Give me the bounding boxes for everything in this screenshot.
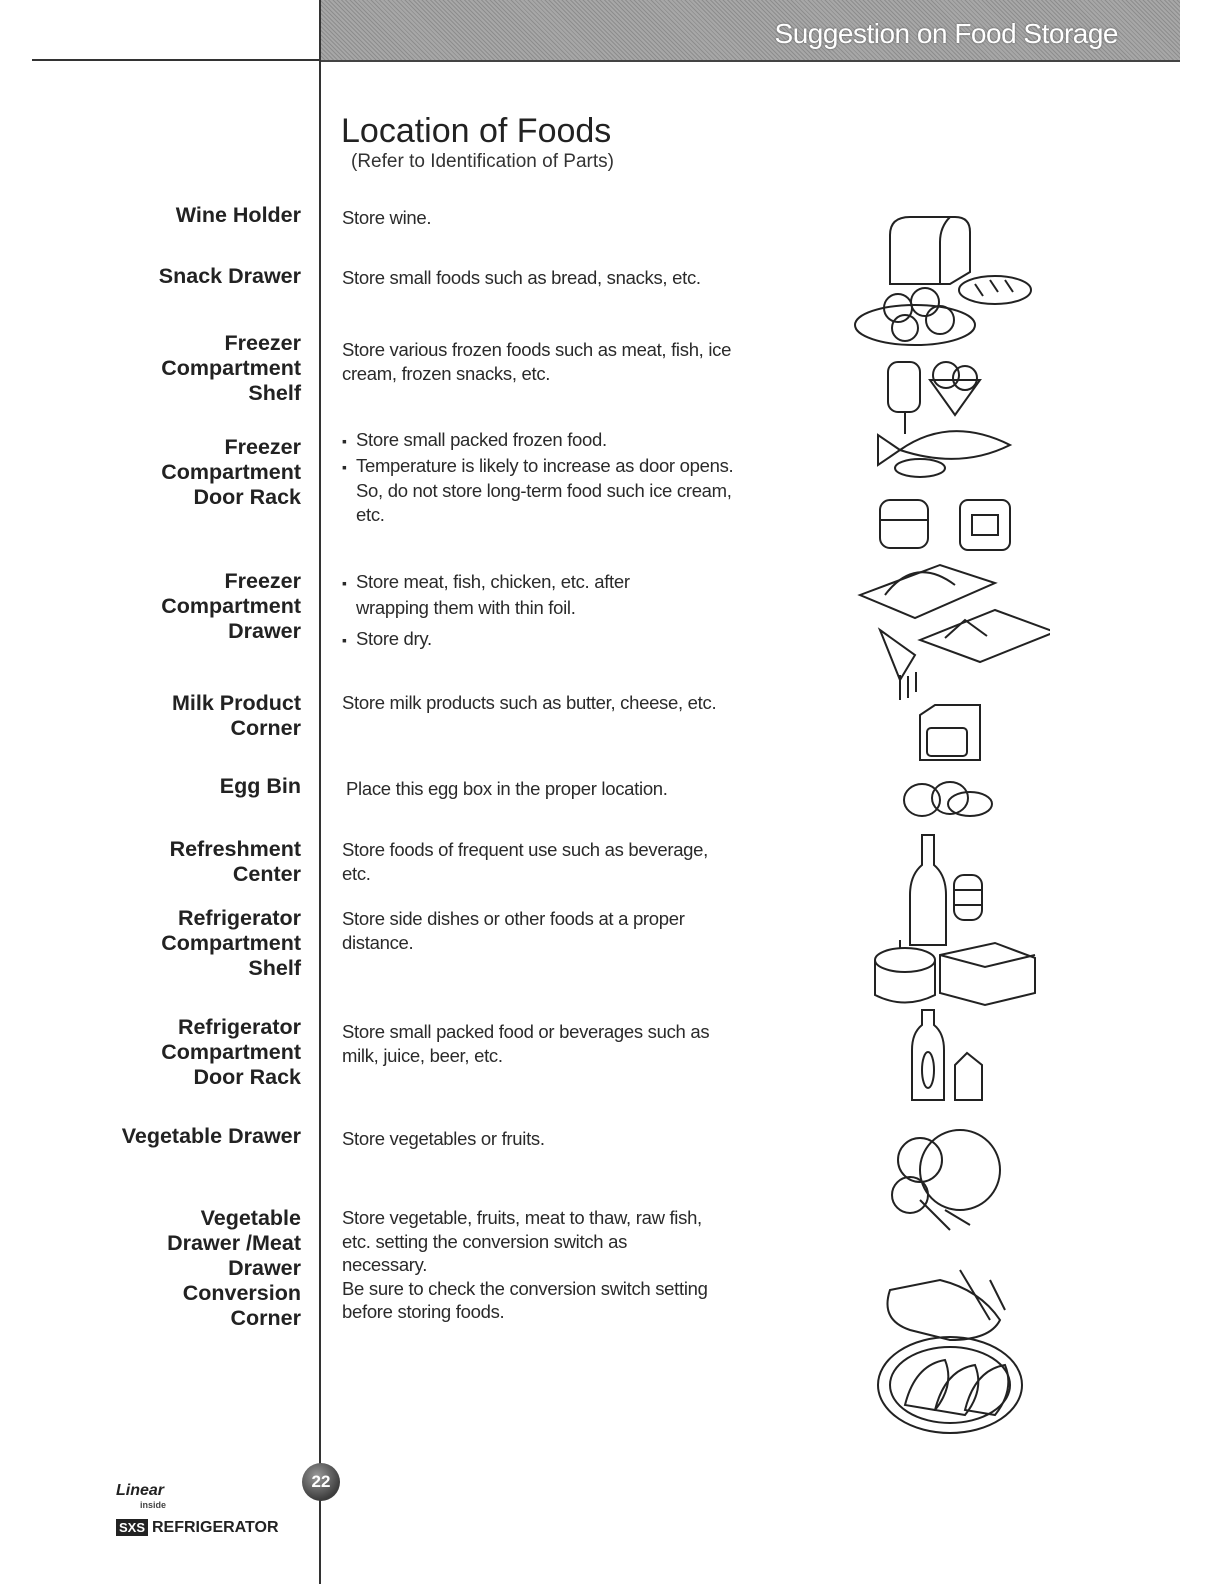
- juice-bottle-icon: [912, 1010, 944, 1100]
- linear-logo-text: Linear: [116, 1482, 165, 1499]
- label-freezer-door-rack: Freezer Compartment Door Rack: [161, 435, 301, 509]
- label-snack-drawer: Snack Drawer: [158, 264, 301, 288]
- bullet-item: ▪ Store dry.: [342, 627, 682, 653]
- pot-icon: [875, 940, 935, 1003]
- label-fridge-door-rack: Refrigerator Compartment Door Rack: [161, 1015, 301, 1089]
- lunchbox-icon: [940, 943, 1035, 1005]
- meat-plate-icon: [878, 1337, 1022, 1433]
- meat-tray-icon: [920, 610, 1050, 662]
- label-freezer-shelf: Freezer Compartment Shelf: [161, 331, 301, 405]
- fish-icon: [878, 431, 1010, 477]
- frozen-pack-icon: [880, 500, 1010, 550]
- header-rule: [32, 59, 322, 61]
- butter-icon: [920, 705, 980, 760]
- bullet-item: ▪ Store small packed frozen food.: [342, 428, 734, 454]
- column-divider: [319, 0, 321, 1584]
- eggs-icon: [904, 782, 992, 816]
- label-wine-holder: Wine Holder: [175, 203, 301, 227]
- donuts-icon: [855, 288, 975, 345]
- page-subtitle: (Refer to Identification of Parts): [351, 151, 614, 172]
- desc-freezer-door-rack: [342, 428, 734, 526]
- desc-egg-bin: Place this egg box in the proper location.: [346, 778, 668, 799]
- vegetables-icon: [888, 1270, 1006, 1340]
- header-title: Suggestion on Food Storage: [774, 18, 1118, 49]
- bullet-item: ▪ Temperature is likely to increase as door opens. So, do not store long-term food such ice cream, etc.: [342, 454, 734, 527]
- desc-vegetable-drawer: Store vegetables or fruits.: [342, 1128, 545, 1149]
- label-vegetable-drawer: Vegetable Drawer: [121, 1124, 301, 1148]
- label-conversion-corner: Vegetable Drawer /Meat Drawer Conversion Corner: [167, 1206, 301, 1330]
- can-icon: [954, 875, 982, 920]
- bread-icon: [890, 217, 970, 284]
- sxs-logo: SXS: [116, 1519, 148, 1536]
- page-title: Location of Foods: [341, 112, 612, 150]
- fruits-icon: [892, 1130, 1000, 1230]
- bullet-item: ▪ Store meat, fish, chicken, etc. after wrapping them with thin foil.: [342, 570, 682, 619]
- desc-snack-drawer: Store small foods such as bread, snacks, etc.: [342, 267, 701, 288]
- food-illustrations: [850, 210, 1050, 1440]
- label-milk-product-corner: Milk Product Corner: [171, 691, 301, 740]
- label-egg-bin: Egg Bin: [219, 774, 301, 798]
- desc-milk-product-corner: Store milk products such as butter, cheese, etc.: [342, 692, 717, 713]
- label-refreshment-center: Refreshment Center: [169, 837, 301, 886]
- desc-fridge-shelf: Store side dishes or other foods at a proper distance.: [342, 908, 685, 953]
- page-number-badge: 22: [302, 1463, 340, 1501]
- linear-logo-inside: inside: [140, 1500, 167, 1510]
- baguette-icon: [959, 276, 1031, 304]
- milk-carton-icon: [955, 1053, 982, 1100]
- desc-freezer-drawer: [342, 570, 682, 653]
- ice-cream-icon: [888, 362, 980, 434]
- squid-icon: [880, 630, 916, 700]
- desc-fridge-door-rack: Store small packed food or beverages such as milk, juice, beer, etc.: [342, 1021, 710, 1066]
- desc-wine-holder: Store wine.: [342, 207, 432, 228]
- desc-freezer-shelf: Store various frozen foods such as meat, fish, ice cream, frozen snacks, etc.: [342, 339, 732, 384]
- desc-refreshment-center: Store foods of frequent use such as beverage, etc.: [342, 839, 708, 884]
- label-fridge-shelf: Refrigerator Compartment Shelf: [161, 906, 301, 980]
- header-band: [320, 0, 1180, 62]
- desc-conversion-corner: Store vegetable, fruits, meat to thaw, raw fish, etc. setting the conversion switch as necessary. Be sure to check the conversion switch setting before storing foods.: [342, 1207, 708, 1322]
- label-freezer-drawer: Freezer Compartment Drawer: [161, 569, 301, 643]
- refrigerator-logo: REFRIGERATOR: [152, 1519, 279, 1536]
- bottle-icon: [910, 835, 946, 945]
- chicken-tray-icon: [860, 565, 995, 618]
